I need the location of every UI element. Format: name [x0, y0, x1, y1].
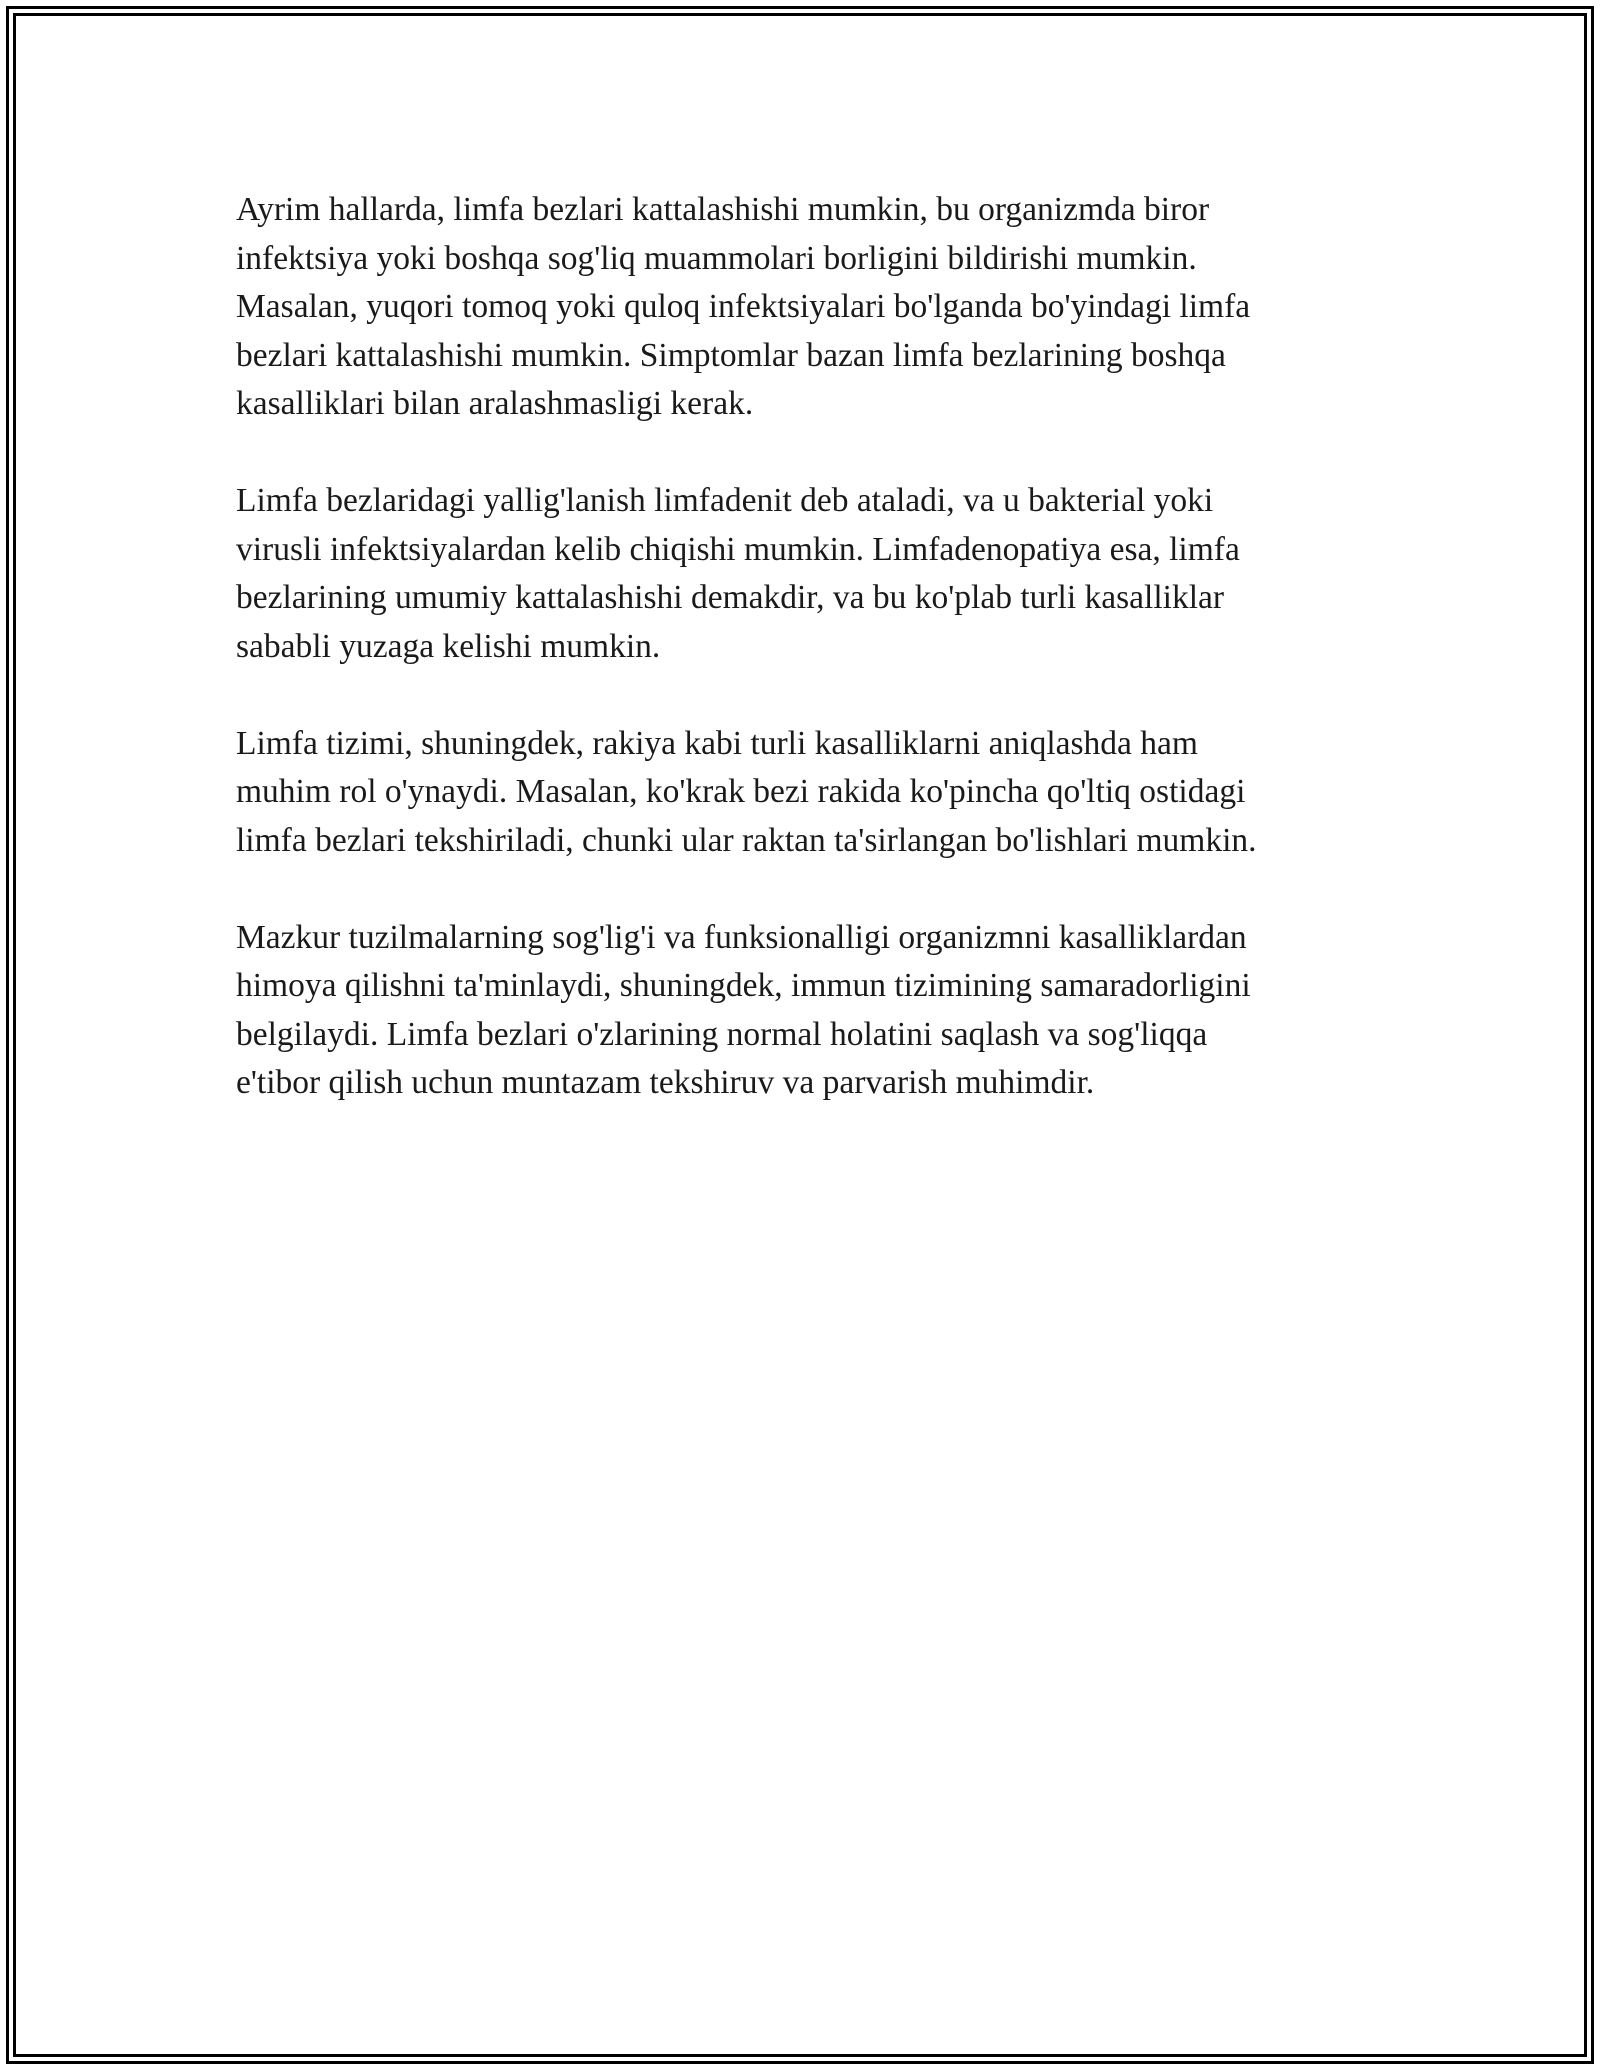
paragraph-2: Limfa bezlaridagi yallig'lanish limfadenit deb ataladi, va u bakterial yoki virusli infektsiyalardan kelib chiqishi mumkin. Limfadenopatiya esa, limfa bezlarining umumiy kattalashishi demakdir, va bu ko'plab turli kasalliklar sababli yuzaga kelishi mumkin. [236, 482, 1240, 665]
document-body [236, 186, 1366, 1156]
paragraph-3: Limfa tizimi, shuningdek, rakiya kabi turli kasalliklarni aniqlashda ham muhim rol o'ynaydi. Masalan, ko'krak bezi rakida ko'pincha qo'ltiq ostidagi limfa bezlari tekshiriladi, chunki ular raktan ta'sirlangan bo'lishlari mumkin. [236, 724, 1257, 859]
paragraph-4: Mazkur tuzilmalarning sog'lig'i va funksionalligi organizmni kasalliklardan himoya qilishni ta'minlaydi, shuningdek, immun tizimining samaradorligini belgilaydi. Limfa bezlari o'zlarining normal holatini saqlash va sog'liqqa e'tibor qilish uchun muntazam tekshiruv va parvarish muhimdir. [236, 918, 1251, 1101]
paragraph-1: Ayrim hallarda, limfa bezlari kattalashishi mumkin, bu organizmda biror infektsiya yoki boshqa sog'liq muammolari borligini bildirishi mumkin. Masalan, yuqori tomoq yoki quloq infektsiyalari bo'lganda bo'yindagi limfa bezlari kattalashishi mumkin. Simptomlar bazan limfa bezlarining boshqa kasalliklari bilan aralashmasligi kerak. [236, 191, 1251, 422]
